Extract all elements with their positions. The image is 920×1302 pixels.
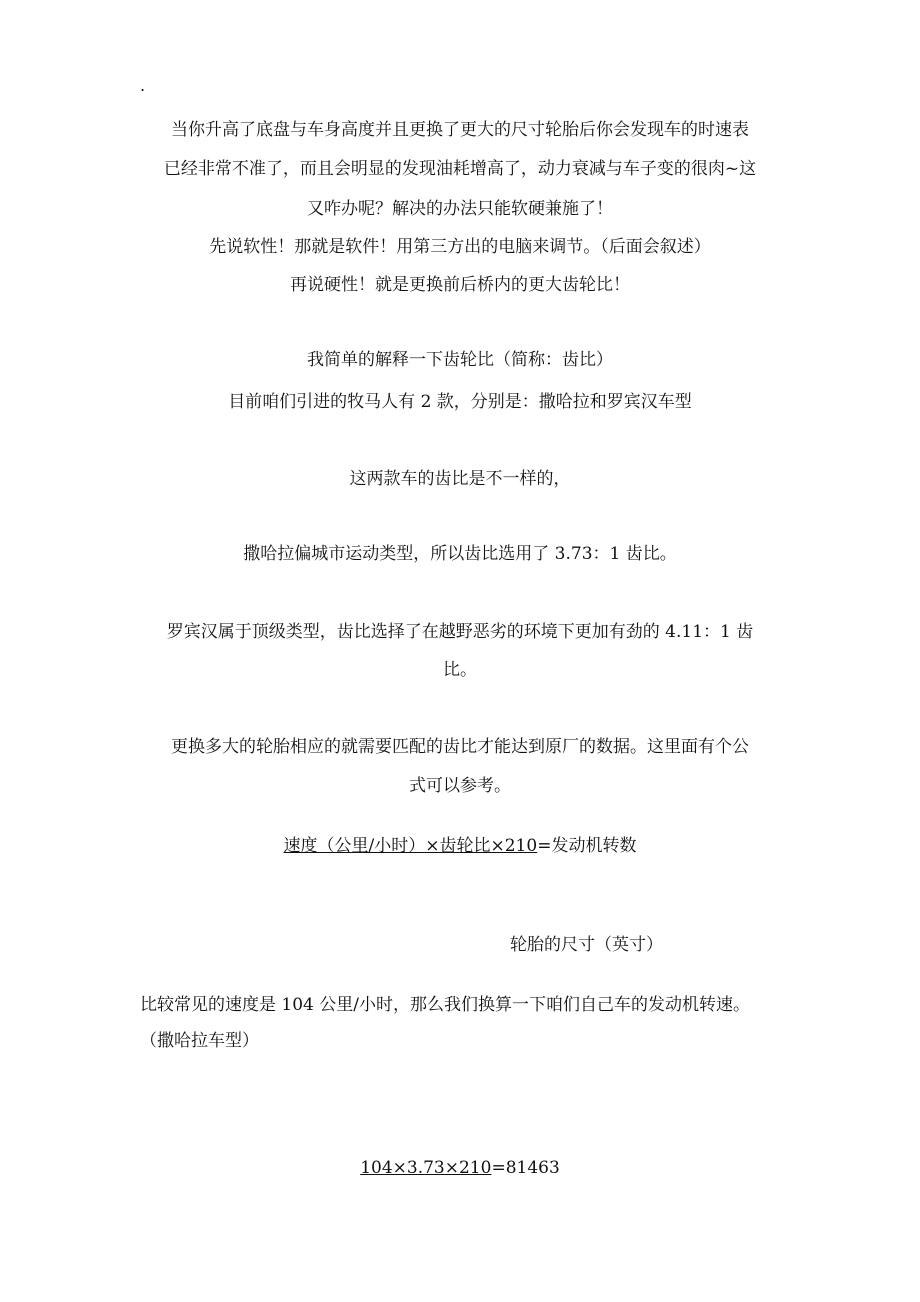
para1-line5: 再说硬性！就是更换前后桥内的更大齿轮比！ [290, 275, 630, 295]
para2-line2: 目前咱们引进的牧马人有 2 款，分别是：撒哈拉和罗宾汉车型 [228, 392, 692, 412]
formula-numerator: 速度（公里/小时）×齿轮比×210 [283, 836, 538, 856]
para7-line1: 比较常见的速度是 104 公里/小时，那么我们换算一下咱们自己车的发动机转速。 [140, 995, 750, 1015]
para1-line1: 当你升高了底盘与车身高度并且更换了更大的尺寸轮胎后你会发现车的时速表 [171, 120, 749, 140]
formula-line [0, 834, 920, 858]
para1-line4: 先说软性！那就是软件！用第三方出的电脑来调节。（后面会叙述） [209, 237, 711, 257]
para2-line1: 我简单的解释一下齿轮比（简称：齿比） [307, 350, 613, 370]
para6-line2: 式可以参考。 [409, 776, 511, 796]
calc-result: =81463 [491, 1158, 560, 1178]
para5-line2: 比。 [443, 660, 477, 680]
formula-result: =发动机转数 [537, 836, 637, 856]
formula-denominator: 轮胎的尺寸（英寸） [510, 935, 663, 955]
para1-line2: 已经非常不准了，而且会明显的发现油耗增高了，动力衰减与车子变的很肉~这 [163, 159, 757, 179]
top-mark: . [140, 76, 146, 95]
para3-line: 这两款车的齿比是不一样的， [349, 469, 571, 489]
calc-numerator: 104×3.73×210 [360, 1158, 492, 1178]
para5-line1: 罗宾汉属于顶级类型，齿比选择了在越野恶劣的环境下更加有劲的 4.11：1 齿 [166, 622, 754, 642]
para6-line1: 更换多大的轮胎相应的就需要匹配的齿比才能达到原厂的数据。这里面有个公 [171, 737, 749, 757]
para7-line2: （撒哈拉车型） [140, 1031, 259, 1051]
para4-line: 撒哈拉偏城市运动类型，所以齿比选用了 3.73：1 齿比。 [243, 544, 677, 564]
para1-line3: 又咋办呢？解决的办法只能软硬兼施了！ [307, 199, 613, 219]
calc-line [0, 1156, 920, 1180]
